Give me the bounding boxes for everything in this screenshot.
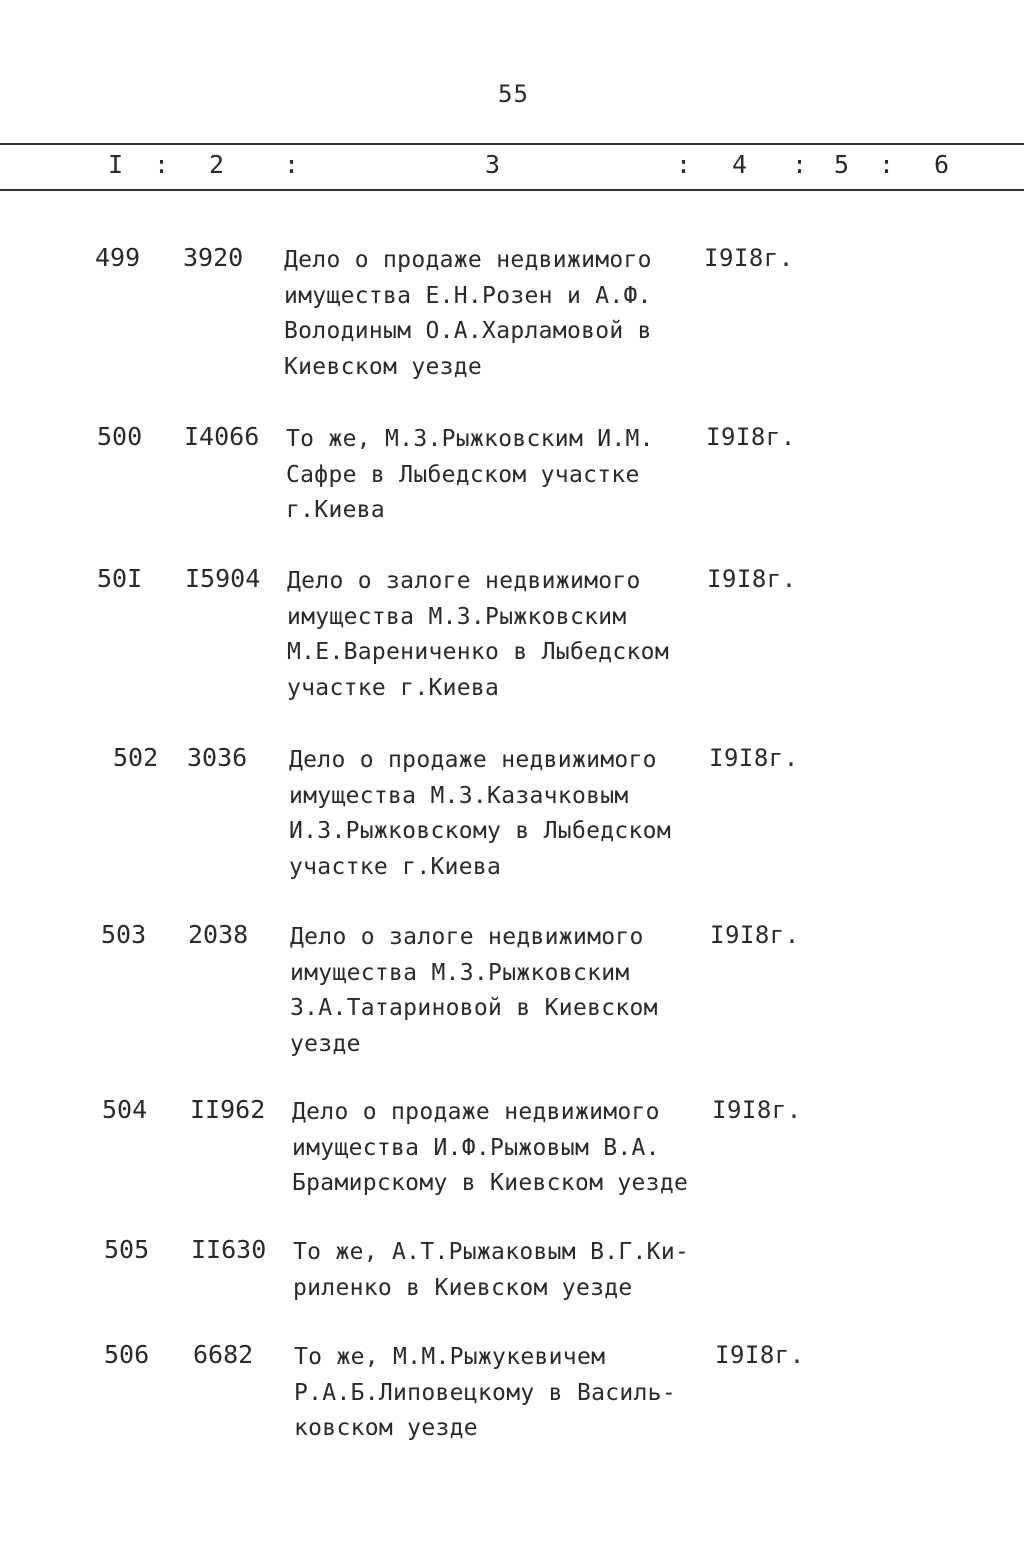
record-description: То же, М.М.Рыжукевичем Р.А.Б.Липовецкому в Василь- ковском уезде: [294, 1344, 676, 1441]
column-header-1: I: [108, 150, 124, 179]
record-code: 2038: [188, 920, 249, 949]
record-number: 500: [97, 422, 143, 451]
record-code: I4066: [184, 422, 260, 451]
record-number: 50I: [97, 564, 143, 593]
record-number: 505: [104, 1235, 150, 1264]
record-year: I9I8г.: [706, 423, 796, 451]
record-code: 3036: [187, 743, 248, 772]
column-header-5: 5: [834, 150, 850, 179]
page-number: 55: [498, 80, 529, 108]
record-description: Дело о продаже недвижимого имущества И.Ф.Рыжовым В.А. Брамирскому в Киевском уезде: [292, 1099, 689, 1196]
record-number: 499: [95, 243, 141, 272]
record-description: Дело о залоге недвижимого имущества М.З.Рыжковским М.Е.Варениченко в Лыбедском участке г.Киева: [287, 568, 669, 701]
record-number: 506: [104, 1340, 150, 1369]
record-year: I9I8г.: [710, 921, 800, 949]
record-code: I5904: [185, 564, 261, 593]
column-header-2: 2: [209, 150, 225, 179]
record-number: 504: [102, 1095, 148, 1124]
column-header-6: 6: [934, 150, 950, 179]
record-year: I9I8г.: [709, 744, 799, 772]
record-description: Дело о продаже недвижимого имущества Е.Н.Розен и А.Ф. Володиным О.А.Харламовой в Киевском уезде: [284, 247, 652, 380]
record-year: I9I8г.: [707, 565, 797, 593]
column-separator: :: [792, 150, 808, 179]
header-rule-bottom: [0, 189, 1024, 191]
column-separator: :: [154, 150, 170, 179]
record-code: II630: [191, 1235, 267, 1264]
column-header-4: 4: [732, 150, 748, 179]
record-description: То же, А.Т.Рыжаковым В.Г.Ки- риленко в Киевском уезде: [293, 1239, 690, 1301]
record-year: I9I8г.: [704, 244, 794, 272]
column-separator: :: [676, 150, 692, 179]
record-description: Дело о продаже недвижимого имущества М.З.Казачковым И.З.Рыжковскому в Лыбедском участке г.Киева: [289, 747, 671, 880]
column-separator: :: [879, 150, 895, 179]
column-separator: :: [284, 150, 300, 179]
record-code: 6682: [193, 1340, 254, 1369]
record-year: I9I8г.: [712, 1096, 802, 1124]
record-number: 502: [113, 743, 159, 772]
record-number: 503: [101, 920, 147, 949]
record-description: Дело о залоге недвижимого имущества М.З.Рыжковским З.А.Татариновой в Киевском уезде: [290, 924, 658, 1057]
record-code: II962: [190, 1095, 266, 1124]
column-header-3: 3: [485, 150, 501, 179]
record-code: 3920: [183, 243, 244, 272]
record-year: I9I8г.: [715, 1341, 805, 1369]
header-rule-top: [0, 143, 1024, 145]
record-description: То же, М.З.Рыжковским И.М. Сафре в Лыбедском участке г.Киева: [286, 426, 654, 523]
